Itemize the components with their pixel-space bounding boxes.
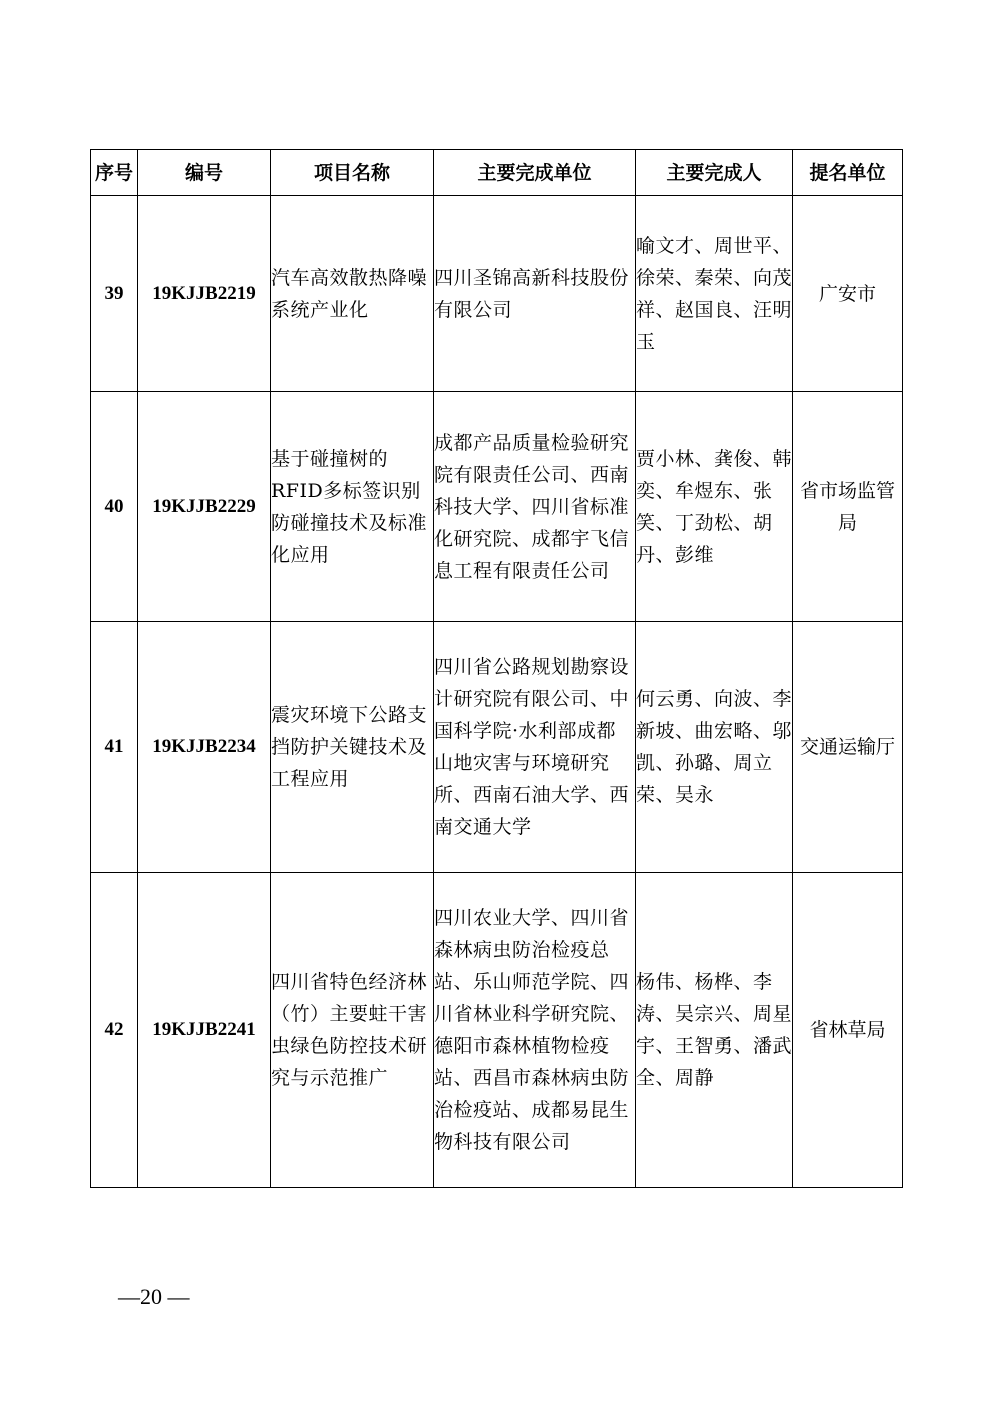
row-people: 何云勇、向波、李新坡、曲宏略、邬凯、孙璐、周立荣、吴永 [636,622,793,873]
row-people: 喻文才、周世平、徐荣、秦荣、向茂祥、赵国良、汪明玉 [636,196,793,392]
row-code: 19KJJB2241 [138,873,271,1188]
header-seq: 序号 [91,150,138,196]
row-project: 四川省特色经济林（竹）主要蛀干害虫绿色防控技术研究与示范推广 [271,873,434,1188]
row-seq: 41 [91,622,138,873]
row-people: 杨伟、杨桦、李涛、吴宗兴、周星宇、王智勇、潘武全、周静 [636,873,793,1188]
row-seq: 42 [91,873,138,1188]
header-units: 主要完成单位 [434,150,636,196]
page-number: —20 — [118,1284,190,1309]
row-code: 19KJJB2219 [138,196,271,392]
table-row [91,622,903,873]
table-row [91,196,903,392]
award-table [90,149,903,1188]
header-people: 主要完成人 [636,150,793,196]
row-seq: 39 [91,196,138,392]
row-units: 四川农业大学、四川省森林病虫防治检疫总站、乐山师范学院、四川省林业科学研究院、德阳市森林植物检疫站、西昌市森林病虫防治检疫站、成都易昆生物科技有限公司 [434,873,636,1188]
row-units: 成都产品质量检验研究院有限责任公司、西南科技大学、四川省标准化研究院、成都宇飞信息工程有限责任公司 [434,392,636,622]
header-code: 编号 [138,150,271,196]
row-project: 基于碰撞树的RFID多标签识别防碰撞技术及标准化应用 [271,392,434,622]
row-project: 汽车高效散热降噪系统产业化 [271,196,434,392]
row-seq: 40 [91,392,138,622]
row-nominator: 交通运输厅 [793,622,903,873]
table-row [91,392,903,622]
row-units: 四川省公路规划勘察设计研究院有限公司、中国科学院·水利部成都山地灾害与环境研究所、西南石油大学、西南交通大学 [434,622,636,873]
header-nominator: 提名单位 [793,150,903,196]
header-project: 项目名称 [271,150,434,196]
row-units: 四川圣锦高新科技股份有限公司 [434,196,636,392]
row-code: 19KJJB2229 [138,392,271,622]
row-nominator: 省林草局 [793,873,903,1188]
row-code: 19KJJB2234 [138,622,271,873]
row-project: 震灾环境下公路支挡防护关键技术及工程应用 [271,622,434,873]
header-row [91,150,903,196]
row-nominator: 省市场监管局 [793,392,903,622]
row-nominator: 广安市 [793,196,903,392]
row-people: 贾小林、龚俊、韩奕、牟煜东、张笑、丁劲松、胡丹、彭维 [636,392,793,622]
table-row [91,873,903,1188]
